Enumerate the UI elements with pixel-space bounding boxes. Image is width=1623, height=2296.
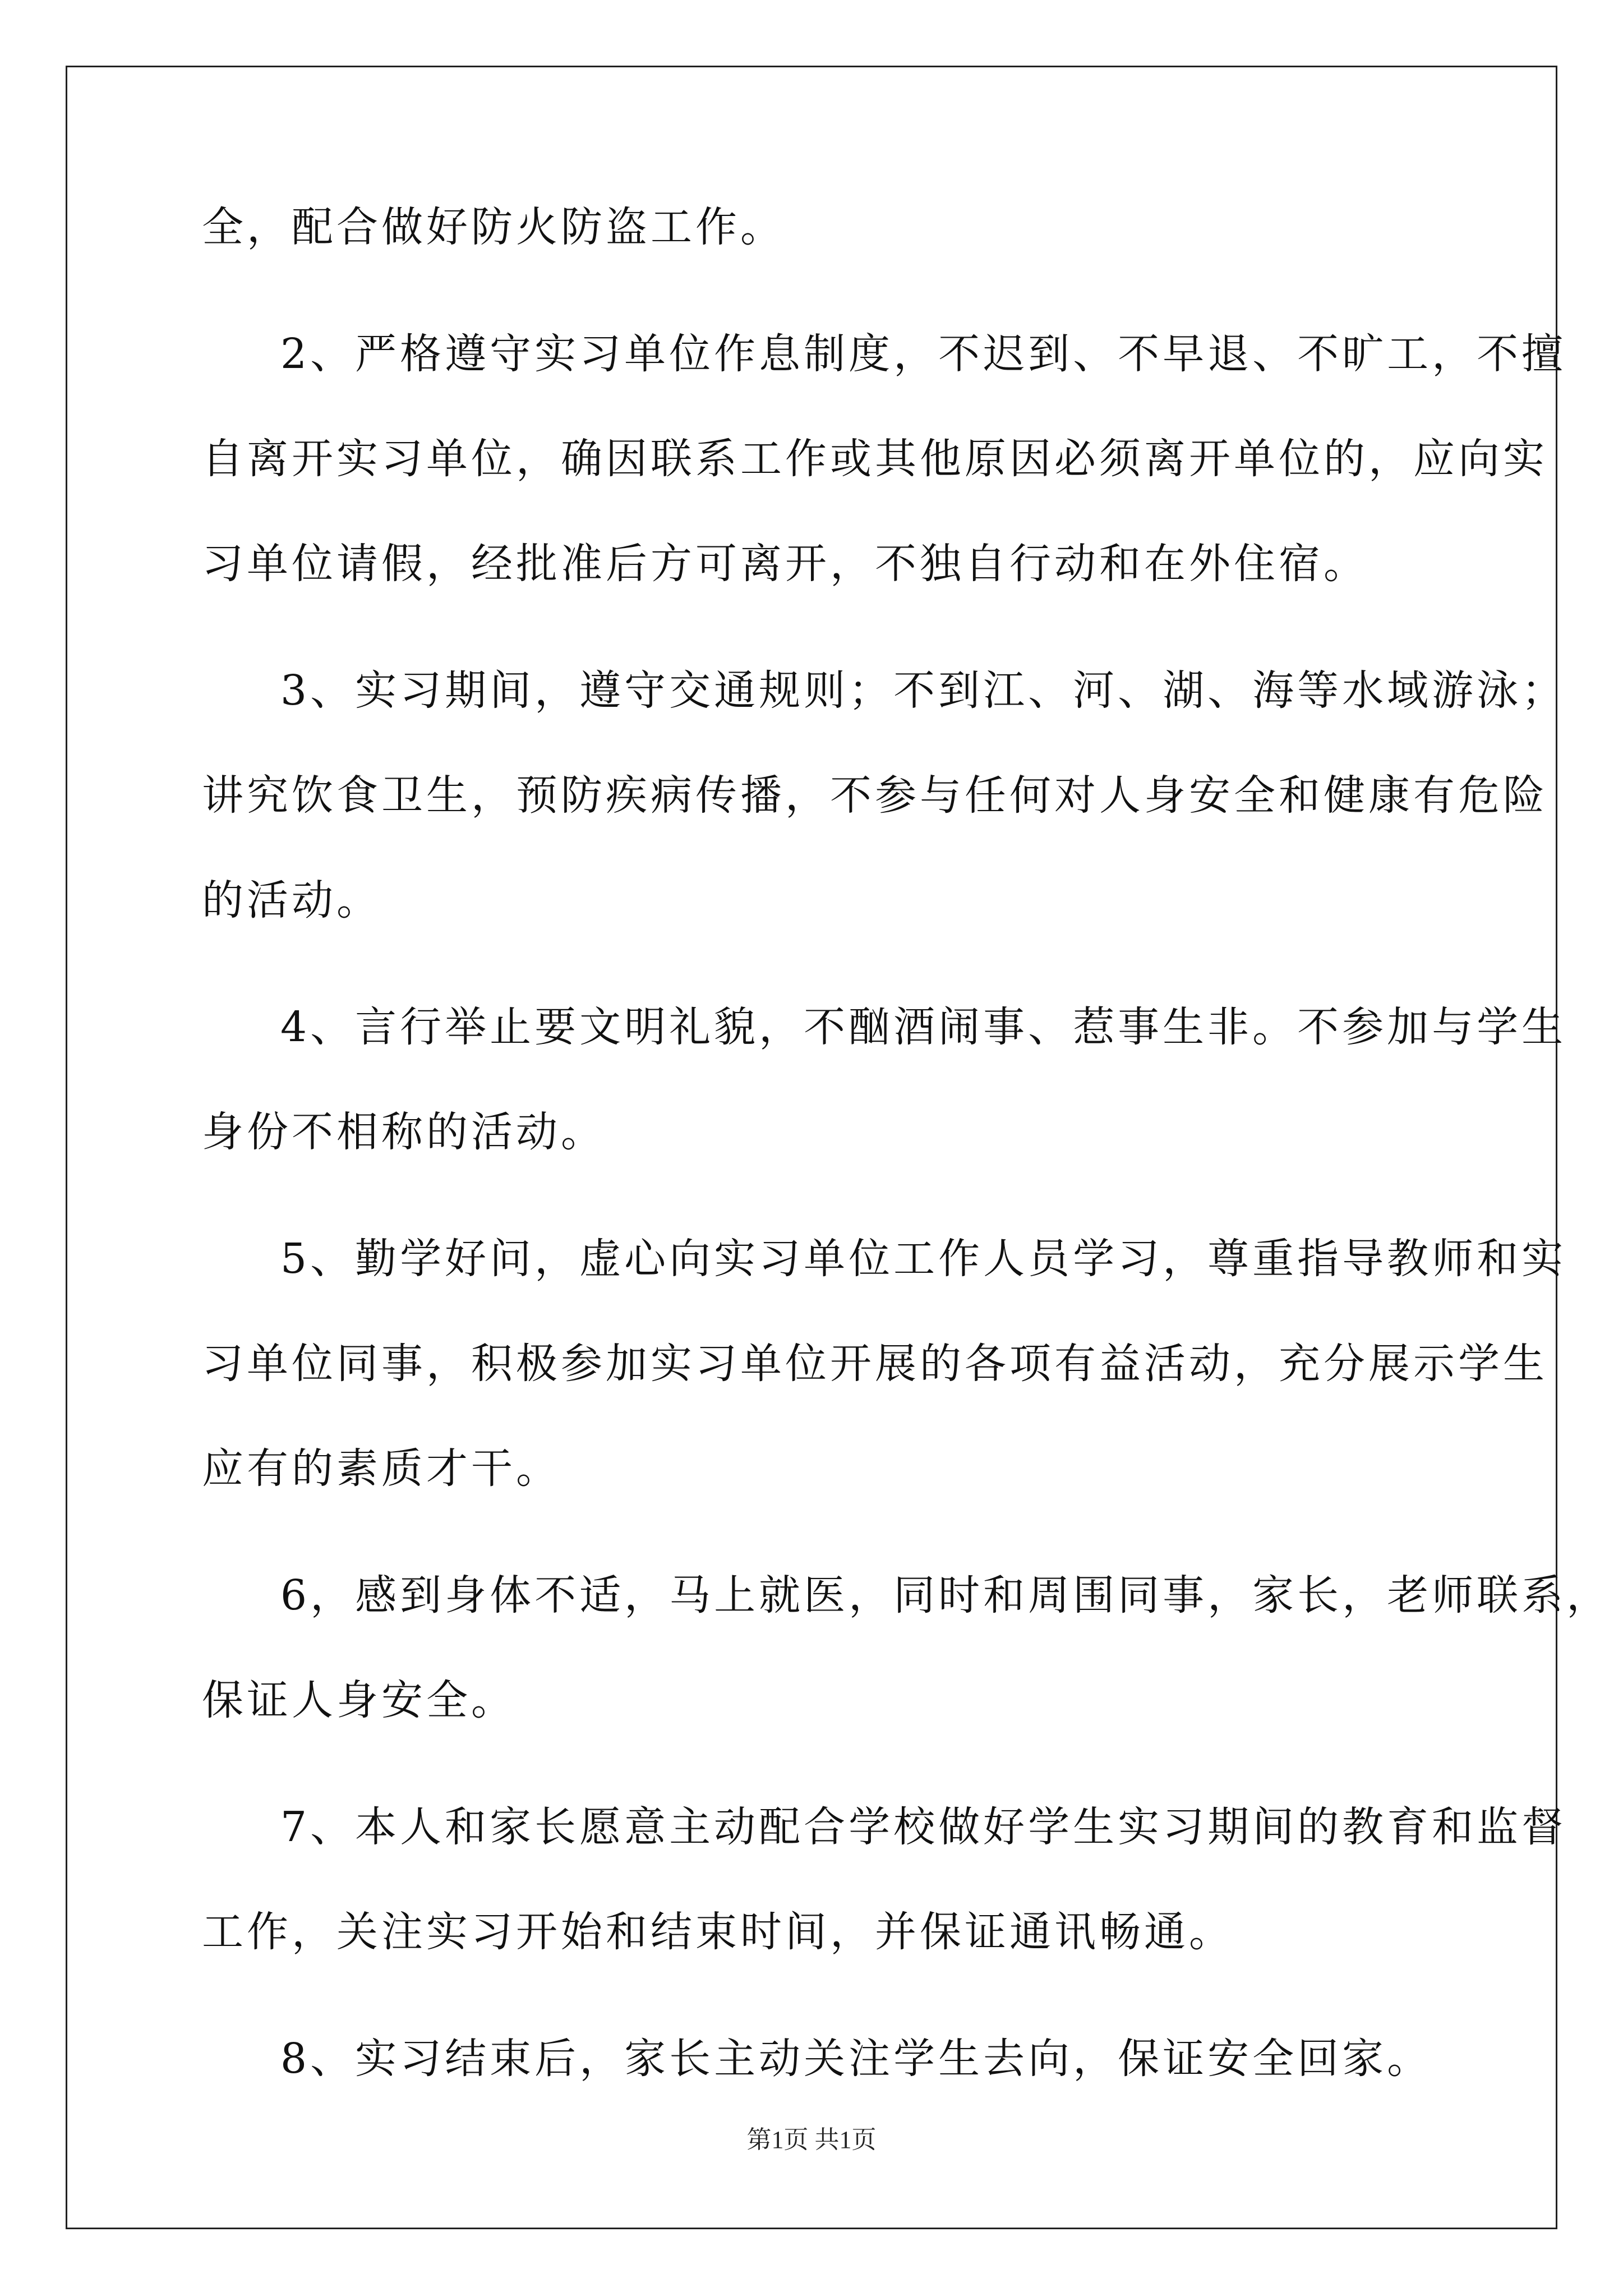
text-line: 习单位请假，经批准后方可离开，不独自行动和在外住宿。: [202, 540, 1368, 588]
text-line: 6，感到身体不适，马上就医，同时和周围同事，家长，老师联系，: [280, 1571, 1612, 1619]
text-line: 身份不相称的活动。: [202, 1108, 606, 1156]
text-line: 的活动。: [202, 876, 381, 924]
text-line: 全，配合做好防火防盗工作。: [202, 203, 785, 251]
text-line: 保证人身安全。: [202, 1676, 516, 1724]
page-footer: 第1页 共1页: [746, 2126, 877, 2154]
text-line: 5、勤学好问，虚心向实习单位工作人员学习，尊重指导教师和实: [280, 1235, 1567, 1283]
text-line: 讲究饮食卫生，预防疾病传播，不参与任何对人身安全和健康有危险: [202, 771, 1548, 820]
text-line: 4、言行举止要文明礼貌，不酗酒闹事、惹事生非。不参加与学生: [280, 1003, 1567, 1051]
text-line: 2、严格遵守实习单位作息制度，不迟到、不早退、不旷工，不擅: [280, 330, 1567, 378]
text-line: 3、实习期间，遵守交通规则；不到江、河、湖、海等水域游泳；: [280, 666, 1567, 715]
text-line: 工作，关注实习开始和结束时间，并保证通讯畅通。: [202, 1908, 1234, 1956]
text-line: 习单位同事，积极参加实习单位开展的各项有益活动，充分展示学生: [202, 1340, 1548, 1388]
text-line: 8、实习结束后，家长主动关注学生去向，保证安全回家。: [280, 2035, 1432, 2083]
text-line: 自离开实习单位，确因联系工作或其他原因必须离开单位的，应向实: [202, 435, 1548, 483]
text-line: 7、本人和家长愿意主动配合学校做好学生实习期间的教育和监督: [280, 1803, 1567, 1851]
text-line: 应有的素质才干。: [202, 1444, 561, 1493]
